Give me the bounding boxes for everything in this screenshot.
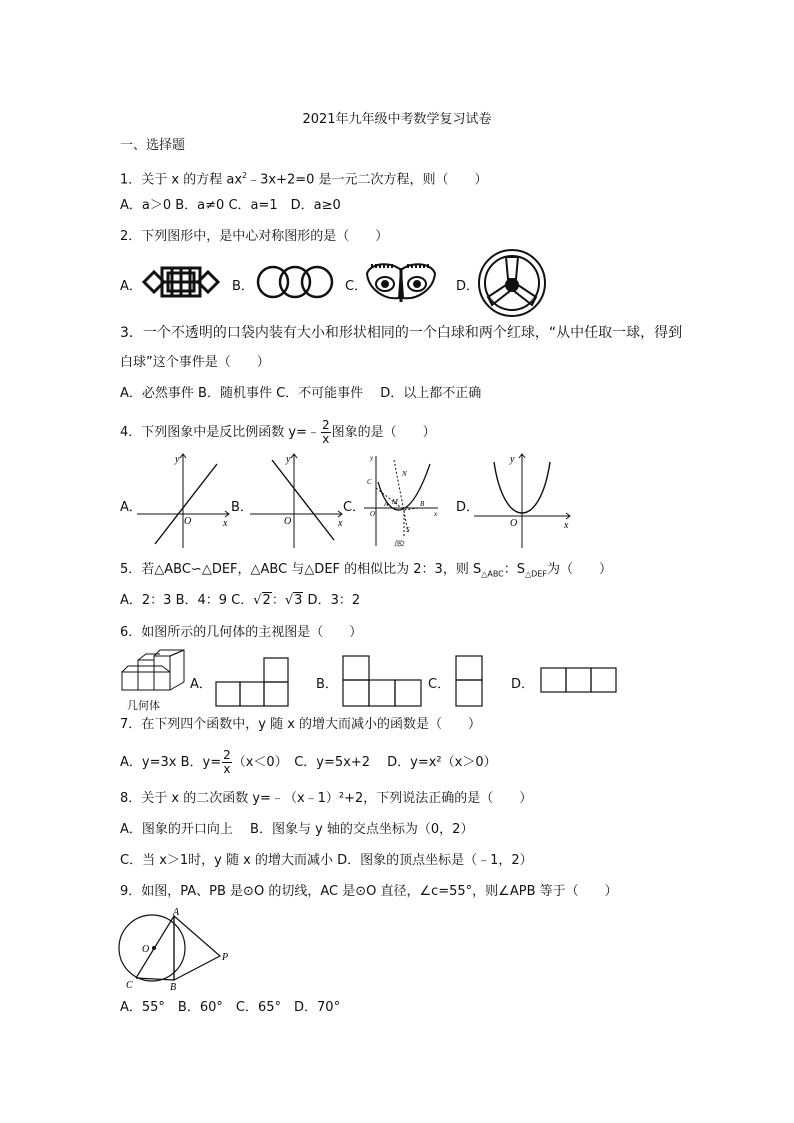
svg-text:P: P [222,952,229,963]
q6-option-a-label: A． [190,677,212,692]
svg-text:C: C [367,478,372,486]
question-8-options-line2: C．当 x＞1时，y 随 x 的增大而减小 D．图象的顶点坐标是（﹣1，2） [120,853,533,868]
svg-text:N: N [402,470,407,478]
q2-option-a-label: A． [120,279,142,294]
svg-text:O: O [142,944,150,955]
svg-text:x: x [564,520,569,531]
question-5-stem: 5．若△ABC∽△DEF，△ABC 与△DEF 的相似比为 2：3，则 $S_{\triangle ABC}$：$S_{\triangle DEF}$为（ ） [120,562,613,579]
page-title: 2021年九年级中考数学复习试卷 [302,112,492,127]
svg-text:O: O [284,516,292,527]
question-6-stem: 6．如图所示的几何体的主视图是（ ） [120,625,363,640]
graph-a-increasing-line [137,450,237,550]
question-3-line2: 白球”这个事件是（ ） [120,355,270,370]
graph-d-parabola [474,450,574,550]
question-9-options: A．55° B．60° C．65° D．70° [120,1000,341,1015]
svg-text:O: O [184,516,192,527]
svg-text:图2: 图2 [394,540,405,548]
solid-figure-caption: 几何体 [127,699,160,712]
svg-text:y: y [510,454,515,465]
q6-option-c-label: C． [428,677,451,692]
question-4-stem: 4．下列图象中是反比例函数 y=﹣ $\frac{2}{x}$ 图象的是（ ） [120,418,436,446]
q6-option-d-label: D． [511,677,535,692]
svg-text:y: y [175,454,180,465]
question-7-stem: 7．在下列四个函数中，y 随 x 的增大而减小的函数是（ ） [120,717,482,732]
svg-text:O: O [370,510,376,518]
wheel-figure [476,247,548,319]
question-2-stem: 2．下列图形中，是中心对称图形的是（ ） [120,229,389,244]
svg-text:x: x [338,518,343,529]
q4-option-c-label: C． [343,500,366,515]
svg-text:O: O [510,518,518,529]
question-1-options: A．a＞0 B．a≠0 C．a=1 D．a≥0 [120,198,341,213]
svg-text:C: C [126,980,133,991]
question-8-options-line1: A．图象的开口向上 B．图象与 y 轴的交点坐标为（0，2） [120,822,474,837]
svg-text:M: M [392,498,398,506]
svg-text:A: A [384,500,389,508]
svg-text:B: B [170,982,177,993]
question-8-stem: 8．关于 x 的二次函数 y=﹣（x﹣1）²+2，下列说法正确的是（ ） [120,791,533,806]
svg-text:A: A [173,907,180,918]
question-3-line1: 3．一个不透明的口袋内装有大小和形状相同的一个白球和两个红球，“从中任取一球，得到 [120,325,683,341]
question-1-stem: 1．关于 x 的方程 $ax^2﹣3x+2=0$ 是一元二次方程，则（ ） [120,171,488,188]
butterfly-figure [365,260,437,306]
chinese-knot-figure [140,262,222,302]
q2-option-b-label: B． [232,279,254,294]
question-7-options: A．y=3x B．y= $\frac{2}{x}$ （x＜0） C．y=5x+2 D．y=x²（x＞0） [120,748,497,776]
svg-text:B: B [420,500,425,508]
section-heading: 一、选择题 [120,138,186,153]
q2-option-d-label: D． [456,279,480,294]
q4-option-b-label: B． [231,500,253,515]
solid-figure [120,648,186,694]
front-view-c [455,655,485,707]
question-5-options: A．2：3 B．4：9 C．√2：√3 D．3：2 [120,593,361,608]
question-3-options: A．必然事件 B．随机事件 C．不可能事件 D．以上都不正确 [120,386,482,401]
svg-text:x: x [223,518,228,529]
svg-text:y: y [370,454,374,462]
svg-text:x: x [434,510,438,518]
graph-c-parabola-figure [364,452,440,548]
front-view-b [342,655,422,707]
olympic-rings-figure [253,264,337,300]
front-view-a [215,657,291,707]
question-9-stem: 9．如图，PA、PB 是⊙O 的切线，AC 是⊙O 直径，∠c=55°，则∠APB 等于（ ） [120,884,618,899]
svg-text:S: S [406,526,410,534]
q4-option-a-label: A． [120,500,142,515]
q2-option-c-label: C． [345,279,368,294]
q4-option-d-label: D． [456,500,480,515]
graph-b-decreasing-line [250,450,350,550]
svg-text:y: y [286,454,291,465]
front-view-d [540,667,618,695]
circle-tangent-figure [116,907,236,993]
q6-option-b-label: B． [316,677,338,692]
